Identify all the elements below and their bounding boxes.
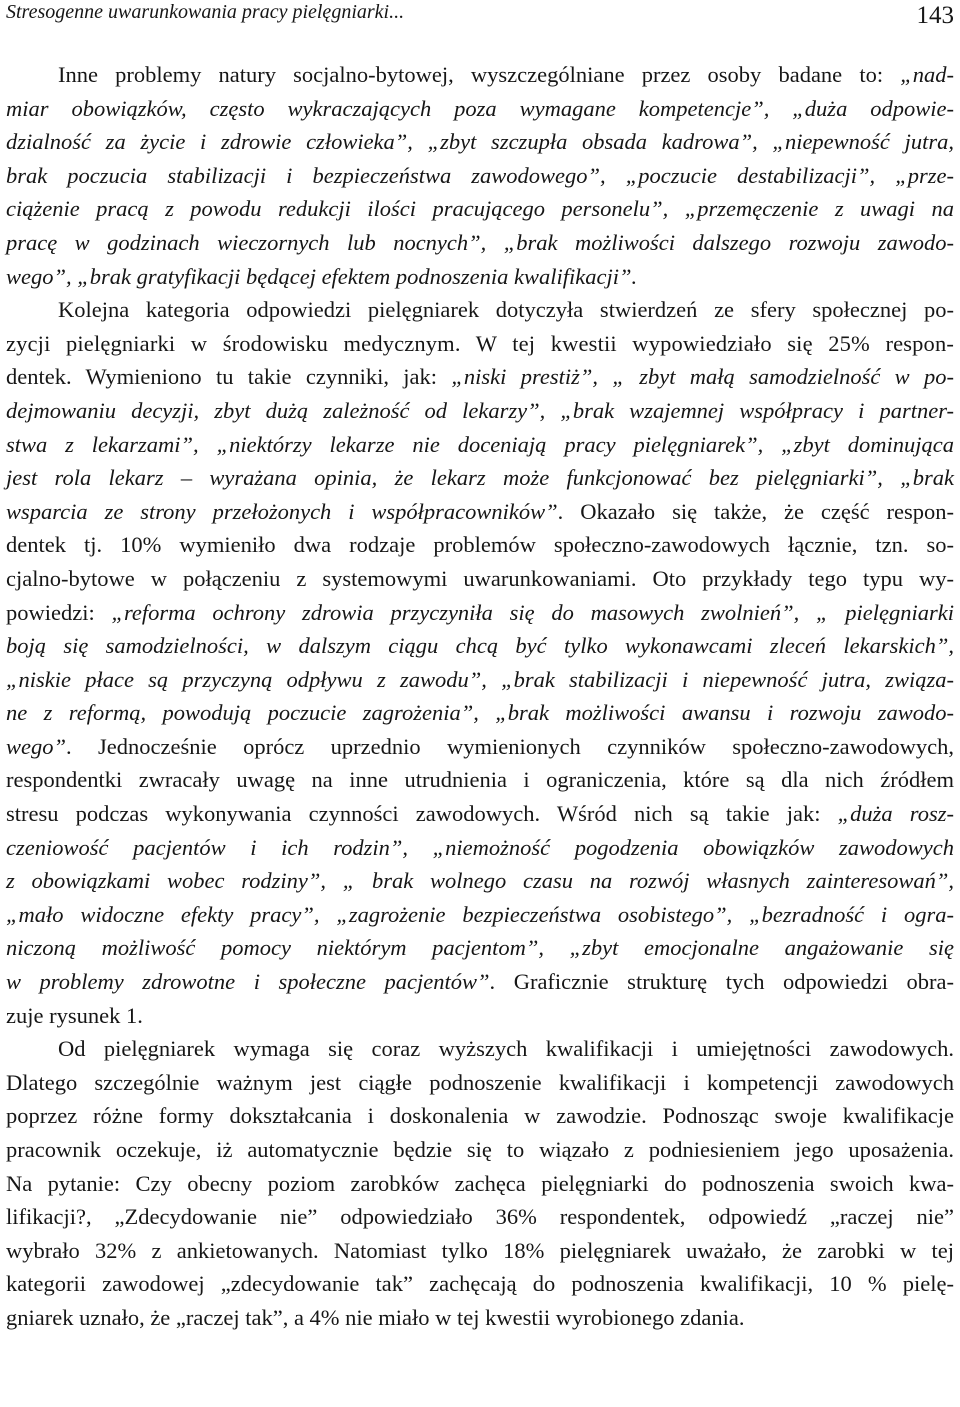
text-line	[6, 763, 954, 797]
text-run: zycji pielęgniarki w środowisku medycznym. W tej kwestii wypowiedziało się 25% respon-	[6, 330, 954, 356]
text-run: gniarek uznało, że „raczej tak”, a 4% nie miało w tej kwestii wyrobionego zdania.	[6, 1304, 745, 1330]
text-line	[6, 1301, 954, 1335]
text-line	[6, 360, 954, 394]
text-run: Na pytanie: Czy obecny poziom zarobków zachęca pielęgniarki do podnoszenia swoich kwa-	[6, 1170, 954, 1196]
text-run: . Graficznie strukturę tych odpowiedzi obra-	[489, 969, 954, 995]
quote-run: „niski prestiż”, „ zbyt małą samodzielność w po-	[451, 364, 954, 390]
text-run: dzialność za życie i zdrowie człowieka”, „zbyt szczupła obsada kadrowa”, „niepewność jutra,	[6, 129, 954, 155]
text-run: pracę w godzinach wieczornych lub nocnych”, „brak możliwości dalszego rozwoju zawodo-	[6, 229, 954, 255]
body-text	[6, 58, 954, 1335]
text-run: kategorii zawodowej „zdecydowanie tak” zachęcają do podnoszenia kwalifikacji, 10 % pielę-	[6, 1271, 954, 1297]
text-line	[6, 495, 954, 529]
text-run: respondentki zwracały uwagę na inne utrudnienia i ograniczenia, które są dla nich źródłem	[6, 767, 954, 793]
quote-run: „nad-	[900, 62, 954, 87]
text-run: brak poczucia stabilizacji i bezpieczeństwa zawodowego”, „poczucie destabilizacji”, „prze-	[6, 162, 954, 188]
quote-run: „duża rosz-	[837, 801, 954, 827]
text-line	[6, 1066, 954, 1100]
text-run: poprzez różne formy dokształcania i doskonalenia w zawodzie. Podnosząc swoje kwalifikacje	[6, 1103, 954, 1129]
text-line	[6, 965, 954, 999]
text-run: dejmowaniu decyzji, zbyt dużą zależność od lekarzy”, „brak wzajemnej współpracy i partner-	[6, 397, 954, 423]
text-line	[6, 461, 954, 495]
text-line	[6, 1133, 954, 1167]
page-number: 143	[916, 2, 954, 29]
text-line	[6, 92, 954, 126]
text-line	[6, 1032, 954, 1066]
text-run: z obowiązkami wobec rodziny”, „ brak wolnego czasu na rozwój własnych zainteresowań”,	[6, 868, 954, 894]
text-line	[6, 562, 954, 596]
text-run: powiedzi:	[6, 599, 112, 625]
text-run: Kolejna kategoria odpowiedzi pielęgniarek dotyczyła stwierdzeń ze sfery społecznej po-	[58, 297, 954, 323]
text-line	[6, 831, 954, 865]
text-line	[6, 394, 954, 428]
text-line	[6, 1167, 954, 1201]
text-line	[6, 730, 954, 764]
text-run: wego”, „brak gratyfikacji będącej efektem podnoszenia kwalifikacji”.	[6, 263, 638, 289]
quote-run: w problemy zdrowotne i społeczne pacjentów”	[6, 969, 490, 995]
quote-run: wsparcia ze strony przełożonych i współpracowników”	[6, 498, 558, 524]
text-run: boją się samodzielności, w dalszym ciągu chcą być tylko wykonawcami zleceń lekarskich”,	[6, 633, 954, 659]
text-line	[6, 125, 954, 159]
text-line	[6, 293, 954, 327]
text-run: ne z reformą, powodują poczucie zagrożenia”, „brak możliwości awansu i rozwoju zawodo-	[6, 700, 954, 726]
text-run: dentek. Wymieniono tu takie czynniki, jak:	[6, 364, 452, 390]
text-line	[6, 327, 954, 361]
text-run: miar obowiązków, często wykraczających poza wymagane kompetencje”, „duża odpowie-	[6, 95, 954, 121]
text-run: niczoną możliwość pomocy niektórym pacjentom”, „zbyt emocjonalne angażowanie się	[6, 935, 954, 961]
text-line	[6, 159, 954, 193]
text-line	[6, 1267, 954, 1301]
text-run: czeniowość pacjentów i ich rodzin”, „niemożność pogodzenia obowiązków zawodowych	[6, 834, 954, 860]
text-line	[6, 797, 954, 831]
text-run: stresu podczas wykonywania czynności zawodowych. Wśród nich są takie jak:	[6, 801, 838, 827]
text-line	[6, 1099, 954, 1133]
text-line	[6, 931, 954, 965]
text-run: wybrało 32% z ankietowanych. Natomiast tylko 18% pielęgniarek uważało, że zarobki w tej	[6, 1237, 954, 1263]
text-run: Dlatego szczególnie ważnym jest ciągłe podnoszenie kwalifikacji i kompetencji zawodowych	[6, 1069, 954, 1095]
text-line	[6, 528, 954, 562]
text-line	[6, 192, 954, 226]
text-line	[6, 1200, 954, 1234]
text-line	[6, 864, 954, 898]
text-run: lifikacji?, „Zdecydowanie nie” odpowiedziało 36% respondentek, odpowiedź „raczej nie”	[6, 1204, 954, 1230]
text-line	[6, 1234, 954, 1268]
text-line	[6, 696, 954, 730]
text-run: pracownik oczekuje, iż automatycznie będzie się to wiązało z podniesieniem jego uposażenia.	[6, 1137, 954, 1162]
text-line	[6, 663, 954, 697]
text-run: zuje rysunek 1.	[6, 1002, 143, 1028]
text-run: „niskie płace są przyczyną odpływu z zawodu”, „brak stabilizacji i niepewność jutra, związa-	[6, 666, 954, 692]
text-line	[6, 226, 954, 260]
text-run: stwa z lekarzami”, „niektórzy lekarze nie doceniają pracy pielęgniarek”, „zbyt dominująca	[6, 431, 954, 457]
text-run: Inne problemy natury socjalno-bytowej, wyszczególniane przez osoby badane to:	[58, 62, 901, 87]
text-run: ciążenie pracą z powodu redukcji ilości pracującego personelu”, „przemęczenie z uwagi na	[6, 196, 954, 222]
text-run: dentek tj. 10% wymieniło dwa rodzaje problemów społeczno-zawodowych łącznie, tzn. so-	[6, 532, 954, 558]
text-run: cjalno-bytowe w połączeniu z systemowymi uwarunkowaniami. Oto przykłady tego typu wy-	[6, 565, 954, 591]
text-line	[6, 898, 954, 932]
text-line	[6, 629, 954, 663]
text-run: . Jednocześnie oprócz uprzednio wymienionych czynników społeczno-zawodowych,	[66, 733, 954, 759]
text-line	[6, 58, 954, 92]
text-run: jest rola lekarz – wyrażana opinia, że lekarz może funkcjonować bez pielęgniarki”, „brak	[6, 465, 954, 491]
text-line	[6, 428, 954, 462]
quote-run: wego”	[6, 733, 67, 759]
text-line	[6, 260, 954, 294]
text-line	[6, 596, 954, 630]
text-run: Od pielęgniarek wymaga się coraz wyższych kwalifikacji i umiejętności zawodowych.	[58, 1036, 954, 1062]
running-title: Stresogenne uwarunkowania pracy pielęgniarki...	[6, 1, 405, 23]
text-line	[6, 999, 954, 1033]
quote-run: „reforma ochrony zdrowia przyczyniła się do masowych zwolnień”, „ pielęgniarki	[111, 599, 954, 625]
text-run: . Okazało się także, że część respon-	[557, 498, 954, 524]
text-run: „mało widoczne efekty pracy”, „zagrożenie bezpieczeństwa osobistego”, „bezradność i ogra-	[6, 901, 954, 927]
